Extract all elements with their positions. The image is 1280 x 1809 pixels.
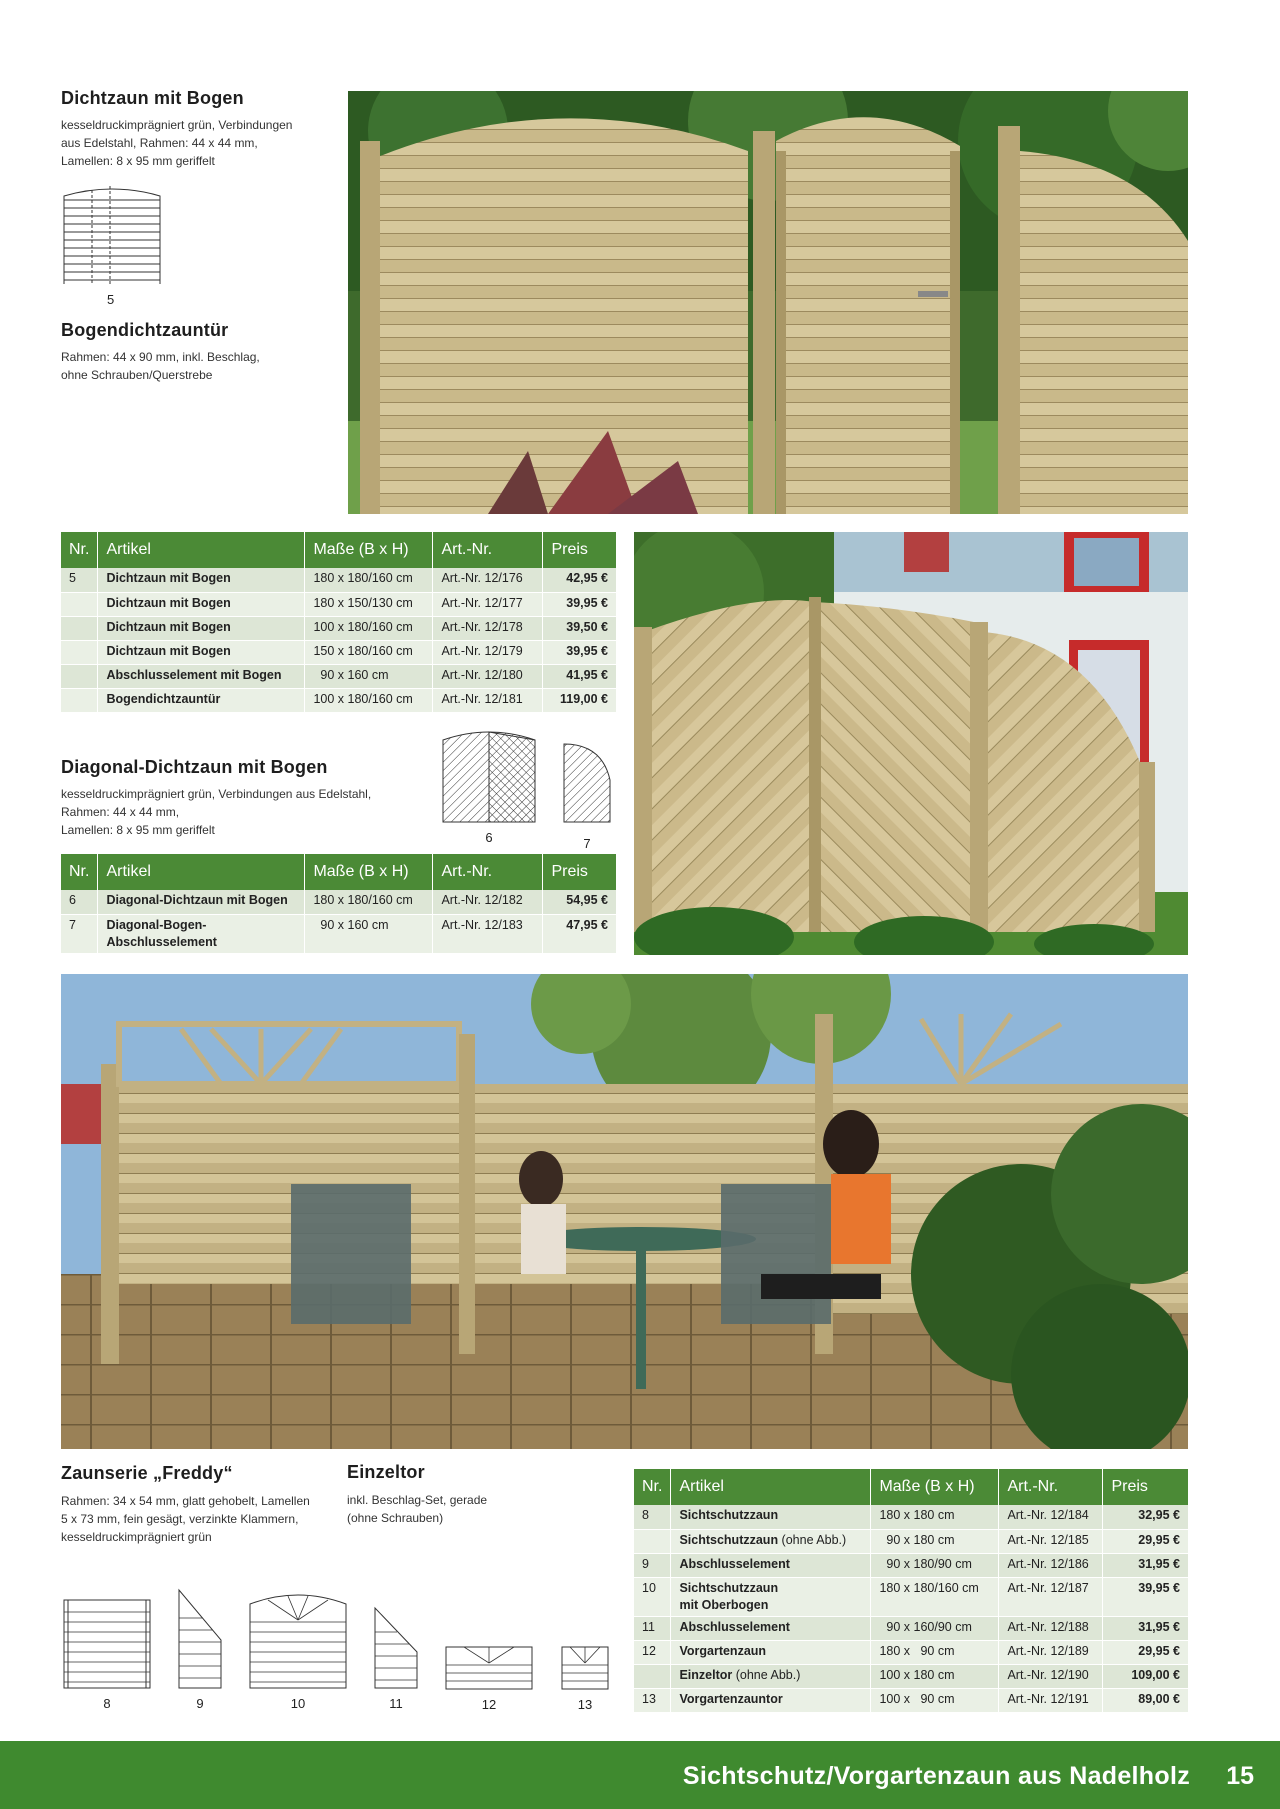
cell-artikel	[98, 890, 305, 914]
cell-artnr: Art.-Nr. 12/184	[999, 1505, 1103, 1529]
cell-artikel	[671, 1640, 871, 1664]
cell-preis: 29,95 €	[1103, 1640, 1188, 1664]
cell-masse: 150 x 180/160 cm	[305, 640, 433, 664]
cell-preis: 39,95 €	[1103, 1577, 1188, 1616]
table-row	[61, 664, 616, 688]
table-row	[634, 1688, 1188, 1712]
col-masse: Maße (B x H)	[305, 854, 433, 890]
cell-artnr: Art.-Nr. 12/177	[433, 592, 543, 616]
col-nr: Nr.	[61, 532, 98, 568]
cell-artikel	[98, 640, 305, 664]
cell-artikel	[671, 1664, 871, 1688]
cell-artnr: Art.-Nr. 12/189	[999, 1640, 1103, 1664]
photo-dichtzaun-mit-tuer	[348, 91, 1188, 514]
cell-masse: 90 x 180/90 cm	[871, 1553, 999, 1577]
drawing-13	[560, 1645, 610, 1712]
cell-masse: 180 x 180 cm	[871, 1505, 999, 1529]
cell-artnr: Art.-Nr. 12/178	[433, 616, 543, 640]
col-artnr: Art.-Nr.	[433, 854, 543, 890]
cell-masse: 180 x 90 cm	[871, 1640, 999, 1664]
artikel-name: Diagonal-Bogen-	[106, 917, 207, 932]
artikel-note: (ohne Abb.)	[732, 1667, 801, 1682]
drawing-number: 11	[389, 1696, 403, 1711]
artikel-name: Dichtzaun mit Bogen	[106, 643, 231, 658]
artikel-name: Abschlusselement	[679, 1619, 790, 1634]
cell-preis: 41,95 €	[543, 664, 616, 688]
cell-artnr: Art.-Nr. 12/181	[433, 688, 543, 712]
drawing-9	[177, 1588, 223, 1711]
cell-artnr: Art.-Nr. 12/179	[433, 640, 543, 664]
drawing-10	[248, 1590, 348, 1711]
cell-artikel	[671, 1616, 871, 1640]
section-title-einzeltor: Einzeltor	[347, 1462, 425, 1482]
cell-nr: 13	[634, 1688, 671, 1712]
cell-masse: 180 x 180/160 cm	[305, 890, 433, 914]
cell-nr	[61, 592, 98, 616]
cell-preis: 29,95 €	[1103, 1529, 1188, 1553]
artikel-name: Dichtzaun mit Bogen	[106, 619, 231, 634]
cell-artnr: Art.-Nr. 12/176	[433, 568, 543, 592]
price-table-2	[61, 854, 616, 954]
cell-artnr: Art.-Nr. 12/186	[999, 1553, 1103, 1577]
drawing-number: 9	[196, 1696, 204, 1711]
cell-artikel	[671, 1529, 871, 1553]
cell-preis: 31,95 €	[1103, 1553, 1188, 1577]
price-table-1	[61, 532, 616, 713]
cell-masse: 180 x 180/160 cm	[871, 1577, 999, 1616]
cell-nr	[61, 688, 98, 712]
cell-masse: 100 x 180/160 cm	[305, 616, 433, 640]
cell-artnr: Art.-Nr. 12/188	[999, 1616, 1103, 1640]
artikel-name: Bogendichtzauntür	[106, 691, 221, 706]
drawing-5	[62, 186, 162, 307]
col-nr: Nr.	[61, 854, 98, 890]
col-masse: Maße (B x H)	[871, 1469, 999, 1505]
cell-artikel	[98, 664, 305, 688]
cell-artnr: Art.-Nr. 12/185	[999, 1529, 1103, 1553]
cell-nr: 8	[634, 1505, 671, 1529]
table-row	[61, 914, 616, 953]
cell-preis: 109,00 €	[1103, 1664, 1188, 1688]
photo-zaunserie-freddy-terrasse	[61, 974, 1188, 1449]
drawing-6	[441, 730, 537, 845]
col-nr: Nr.	[634, 1469, 671, 1505]
footer-bar	[0, 1741, 1280, 1809]
artikel-name: Sichtschutzzaun	[679, 1508, 779, 1522]
cell-preis: 39,95 €	[543, 640, 616, 664]
cell-masse: 90 x 160/90 cm	[871, 1616, 999, 1640]
cell-preis: 39,95 €	[543, 592, 616, 616]
price-table-3	[634, 1469, 1188, 1713]
cell-artikel	[98, 592, 305, 616]
cell-artikel	[98, 914, 305, 953]
table-row	[61, 688, 616, 712]
drawing-number: 7	[583, 836, 591, 851]
table-row	[61, 890, 616, 914]
section-desc-tuer: Rahmen: 44 x 90 mm, inkl. Beschlag, ohne Schrauben/Querstrebe	[61, 350, 260, 382]
cell-artikel	[98, 568, 305, 592]
drawing-8	[62, 1598, 152, 1711]
drawing-number: 13	[577, 1697, 593, 1712]
table-header-row	[634, 1469, 1188, 1505]
col-preis: Preis	[1103, 1469, 1188, 1505]
cell-nr	[61, 616, 98, 640]
drawing-number: 5	[107, 292, 115, 307]
drawing-7	[562, 740, 612, 851]
cell-nr: 7	[61, 914, 98, 953]
artikel-name: Dichtzaun mit Bogen	[106, 571, 231, 585]
cell-artnr: Art.-Nr. 12/187	[999, 1577, 1103, 1616]
cell-preis: 119,00 €	[543, 688, 616, 712]
artikel-name: Abschlusselement	[679, 1556, 790, 1571]
section-title-diagonal: Diagonal-Dichtzaun mit Bogen	[61, 757, 328, 777]
table-row	[634, 1616, 1188, 1640]
cell-masse: 180 x 150/130 cm	[305, 592, 433, 616]
cell-preis: 32,95 €	[1103, 1505, 1188, 1529]
table-row	[61, 616, 616, 640]
cell-artikel	[671, 1505, 871, 1529]
artikel-note: (ohne Abb.)	[778, 1532, 847, 1547]
cell-nr	[61, 664, 98, 688]
cell-masse: 100 x 90 cm	[871, 1688, 999, 1712]
section-title-dichtzaun: Dichtzaun mit Bogen	[61, 88, 244, 108]
table-row	[634, 1553, 1188, 1577]
artikel-name-line2: Abschlusselement	[106, 934, 217, 949]
drawing-number: 6	[485, 830, 493, 845]
cell-nr	[61, 640, 98, 664]
cell-artikel	[671, 1577, 871, 1616]
table-header-row	[61, 532, 616, 568]
section-desc-diagonal: kesseldruckimprägniert grün, Verbindungen aus Edelstahl, Rahmen: 44 x 44 mm, Lamellen: 8 x 95 mm geriffelt	[61, 787, 372, 837]
cell-nr	[634, 1664, 671, 1688]
cell-masse: 100 x 180 cm	[871, 1664, 999, 1688]
cell-nr: 6	[61, 890, 98, 914]
cell-nr: 5	[61, 568, 98, 592]
cell-artikel	[98, 688, 305, 712]
page-number: 15	[1226, 1762, 1254, 1790]
artikel-name: Vorgartenzauntor	[679, 1691, 783, 1706]
cell-artnr: Art.-Nr. 12/182	[433, 890, 543, 914]
table-row	[634, 1640, 1188, 1664]
section-desc-freddy: Rahmen: 34 x 54 mm, glatt gehobelt, Lamellen 5 x 73 mm, fein gesägt, verzinkte Klammern, kesseldruckimprägniert grün	[61, 1494, 310, 1544]
cell-artnr: Art.-Nr. 12/183	[433, 914, 543, 953]
cell-preis: 47,95 €	[543, 914, 616, 953]
cell-preis: 39,50 €	[543, 616, 616, 640]
artikel-name: Einzeltor	[679, 1667, 733, 1682]
table-row	[634, 1529, 1188, 1553]
table-row	[61, 592, 616, 616]
artikel-name: Abschlusselement mit Bogen	[106, 667, 282, 682]
cell-nr: 11	[634, 1616, 671, 1640]
col-artnr: Art.-Nr.	[433, 532, 543, 568]
cell-nr: 10	[634, 1577, 671, 1616]
cell-preis: 89,00 €	[1103, 1688, 1188, 1712]
table-row	[634, 1505, 1188, 1529]
footer-title: Sichtschutz/Vorgartenzaun aus Nadelholz	[682, 1762, 1190, 1790]
cell-masse: 90 x 180 cm	[871, 1529, 999, 1553]
cell-artnr: Art.-Nr. 12/191	[999, 1688, 1103, 1712]
artikel-name: Diagonal-Dichtzaun mit Bogen	[106, 893, 288, 907]
table-row	[61, 568, 616, 592]
cell-preis: 42,95 €	[543, 568, 616, 592]
cell-masse: 90 x 160 cm	[305, 664, 433, 688]
col-masse: Maße (B x H)	[305, 532, 433, 568]
cell-masse: 90 x 160 cm	[305, 914, 433, 953]
drawing-number: 8	[103, 1696, 111, 1711]
cell-masse: 100 x 180/160 cm	[305, 688, 433, 712]
col-artnr: Art.-Nr.	[999, 1469, 1103, 1505]
table-row	[61, 640, 616, 664]
cell-nr: 12	[634, 1640, 671, 1664]
drawing-number: 12	[481, 1697, 497, 1712]
cell-masse: 180 x 180/160 cm	[305, 568, 433, 592]
artikel-name: Dichtzaun mit Bogen	[106, 595, 231, 610]
artikel-name: Vorgartenzaun	[679, 1643, 767, 1658]
col-artikel: Artikel	[98, 854, 305, 890]
cell-preis: 54,95 €	[543, 890, 616, 914]
section-title-tuer: Bogendichtzauntür	[61, 320, 229, 340]
cell-artikel	[98, 616, 305, 640]
artikel-name: Sichtschutzzaun	[679, 1580, 779, 1595]
col-artikel: Artikel	[671, 1469, 871, 1505]
cell-artikel	[671, 1553, 871, 1577]
drawing-12	[444, 1645, 534, 1712]
table-header-row	[61, 854, 616, 890]
cell-artikel	[671, 1688, 871, 1712]
cell-artnr: Art.-Nr. 12/180	[433, 664, 543, 688]
section-desc-dichtzaun: kesseldruckimprägniert grün, Verbindungen aus Edelstahl, Rahmen: 44 x 44 mm, Lamellen: 8 x 95 mm geriffelt	[61, 118, 293, 168]
table-row	[634, 1664, 1188, 1688]
cell-nr	[634, 1529, 671, 1553]
cell-nr: 9	[634, 1553, 671, 1577]
col-preis: Preis	[543, 854, 616, 890]
cell-preis: 31,95 €	[1103, 1616, 1188, 1640]
section-desc-einzeltor: inkl. Beschlag-Set, gerade (ohne Schrauben)	[347, 1493, 488, 1525]
drawing-11	[373, 1606, 419, 1711]
artikel-name: Sichtschutzzaun	[679, 1532, 779, 1547]
table-row	[634, 1577, 1188, 1616]
artikel-name-line2: mit Oberbogen	[679, 1597, 769, 1612]
col-artikel: Artikel	[98, 532, 305, 568]
col-preis: Preis	[543, 532, 616, 568]
drawing-number: 10	[290, 1696, 306, 1711]
section-title-freddy: Zaunserie „Freddy“	[61, 1463, 233, 1483]
cell-artnr: Art.-Nr. 12/190	[999, 1664, 1103, 1688]
photo-diagonal-dichtzaun	[634, 532, 1188, 955]
